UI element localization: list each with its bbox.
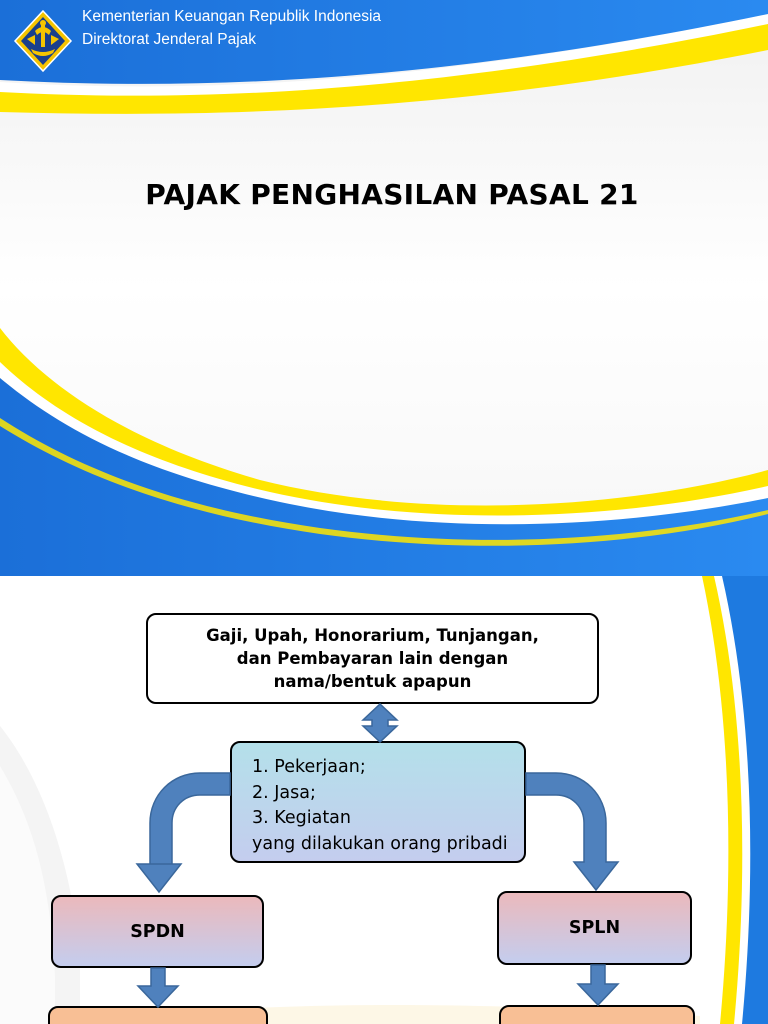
curved-arrow-right-shape xyxy=(526,773,618,890)
slide-title: PAJAK PENGHASILAN PASAL 21 xyxy=(145,178,639,211)
curved-arrow-left-shape xyxy=(137,773,230,892)
diagram-arrows xyxy=(0,576,768,1024)
activity-line-1: 1. Pekerjaan; xyxy=(252,757,366,777)
directorate-name: Direktorat Jenderal Pajak xyxy=(82,31,257,48)
activity-line-4: yang dilakukan orang pribadi xyxy=(252,833,508,854)
diagram-slide xyxy=(0,576,768,1024)
spln-label: SPLN xyxy=(568,918,621,938)
down-arrow-right-icon xyxy=(578,965,618,1005)
activity-line-3: 3. Kegiatan xyxy=(252,808,352,828)
down-arrow-left-icon xyxy=(138,968,178,1007)
income-line-2: dan Pembayaran lain dengan xyxy=(236,649,509,668)
income-line-1: Gaji, Upah, Honorarium, Tunjangan, xyxy=(206,626,539,645)
ministry-name: Kementerian Keuangan Republik Indonesia xyxy=(82,8,382,25)
kemenkeu-emblem-icon xyxy=(11,9,75,73)
income-line-3: nama/bentuk apapun xyxy=(273,672,472,691)
curved-arrow-left-icon xyxy=(182,795,230,866)
activity-line-2: 2. Jasa; xyxy=(252,782,316,803)
double-arrow-icon xyxy=(363,704,397,742)
spdn-label: SPDN xyxy=(130,921,185,942)
